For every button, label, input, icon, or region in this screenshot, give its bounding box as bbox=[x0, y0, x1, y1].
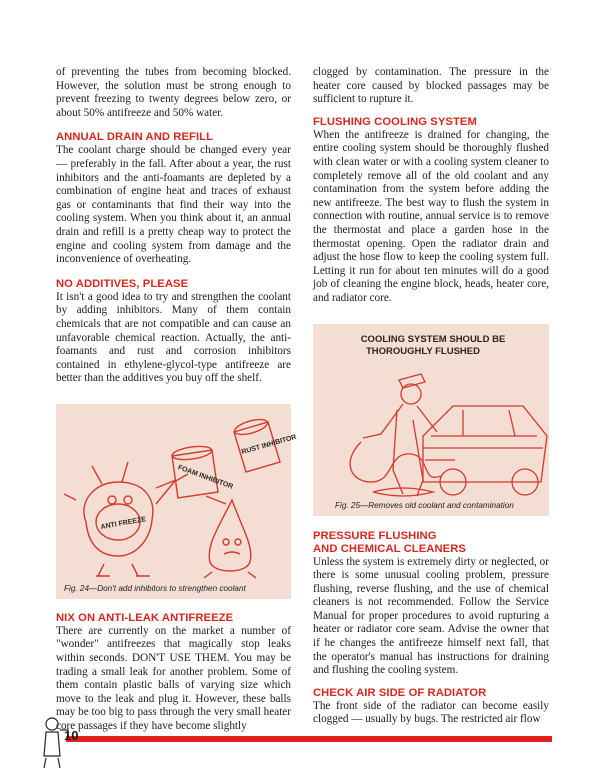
page-number: 10 bbox=[64, 728, 79, 743]
right-column bbox=[313, 66, 549, 727]
foam-inhibitor-can-label: FOAM INHIBITOR bbox=[176, 464, 234, 491]
annual-drain-heading: ANNUAL DRAIN AND REFILL bbox=[56, 131, 214, 144]
figure-25-banner-line-2: THOROUGHLY FLUSHED bbox=[365, 345, 481, 357]
left-intro-paragraph: of preventing the tubes from becoming blocked. However, the solution must be strong enough to prevent freezing to twenty degrees below zero, or about 50% antifreeze and 50% water. bbox=[56, 66, 291, 119]
nix-antileak-heading: NIX ON ANTI-LEAK ANTIFREEZE bbox=[56, 611, 234, 624]
figure-24-caption: Fig. 24—Don't add inhibitors to strengthen coolant bbox=[64, 583, 246, 593]
left-column bbox=[56, 66, 298, 734]
figure-24-illustration bbox=[56, 404, 298, 582]
nix-antileak-body: There are currently on the market a number of "wonder" antifreezes that magically stop leaks within seconds. DON'T USE THEM. You may be trading a small leak for another problem. Some of them contain plastic balls of varying size which move to the leak and plug it. However, these balls may be too big to pass through the very small heater core passages if they have become slightly bbox=[56, 624, 291, 733]
pressure-flushing-heading-line-1: PRESSURE FLUSHING bbox=[313, 529, 437, 542]
figure-25-illustration bbox=[313, 324, 549, 500]
check-air-side-body: The front side of the radiator can become easily clogged — usually by bugs. The restricted air flow bbox=[313, 699, 549, 726]
right-intro-paragraph: clogged by contamination. The pressure in the heater core caused by blocked passages may be sufficient to rupture it. bbox=[313, 66, 549, 106]
flushing-body: When the antifreeze is drained for changing, the entire cooling system should be thoroughly flushed with clean water or with a cooling system cleaner to completely remove all of the old coolant and any contamination from the system before adding the new antifreeze. The best way to flush the system in connection with routine, annual service is to remove the thermostat and place a garden hose in the thermostat opening. Open the radiator drain and adjust the hose flow to keep the cooling system full. Letting it run for about ten minutes will do a good job of cleaning the engine block, heads, heater core, and radiator core. bbox=[313, 128, 549, 304]
figure-24 bbox=[56, 404, 298, 599]
no-additives-body: It isn't a good idea to try and strengthen the coolant by adding inhibitors. Many of them contain chemicals that are not compatible and can cause an unfavorable chemical reaction. Actually, the anti-foamants and rust and corrosion inhibitors contained in ethylene-glycol-type antifreeze are better than the additives you buy off the shelf. bbox=[56, 290, 291, 385]
no-additives-heading: NO ADDITIVES, PLEASE bbox=[56, 277, 189, 290]
pressure-flushing-heading-line-2: AND CHEMICAL CLEANERS bbox=[313, 542, 466, 555]
figure-25 bbox=[313, 324, 549, 516]
annual-drain-body: The coolant charge should be changed every year — preferably in the fall. After about a year, the rust inhibitors and the anti-foamants are depleted by a combination of engine heat and traces of exhaust gas or contaminants that find their way into the cooling system. When you think about it, an annual drain and refill is a pretty cheap way to protect the engine and cooling system from damage and the inconvenience of overheating. bbox=[56, 144, 291, 266]
figure-25-caption: Fig. 25—Removes old coolant and contamination bbox=[335, 500, 514, 510]
footer-bar bbox=[66, 736, 552, 742]
check-air-side-heading: CHECK AIR SIDE OF RADIATOR bbox=[313, 686, 487, 699]
pressure-flushing-body: Unless the system is extremely dirty or neglected, or there is some unusual cooling problem, pressure flushing, reverse flushing, and the use of chemical cleaners is not recommended. Follow the Service Manual for proper procedures to avoid rupturing a heater or radiator core seam. Advise the owner that if he changes the antifreeze himself next fall, that the operator's manual has instructions for draining and flushing the cooling system. bbox=[313, 555, 549, 677]
mascot-icon bbox=[40, 716, 70, 770]
rust-inhibitor-can-label: RUST INHIBITOR bbox=[240, 433, 298, 456]
antifreeze-jug-label: ANTI FREEZE bbox=[100, 516, 147, 531]
figure-25-banner-line-1: COOLING SYSTEM SHOULD BE bbox=[360, 333, 506, 345]
flushing-heading: FLUSHING COOLING SYSTEM bbox=[313, 115, 477, 128]
